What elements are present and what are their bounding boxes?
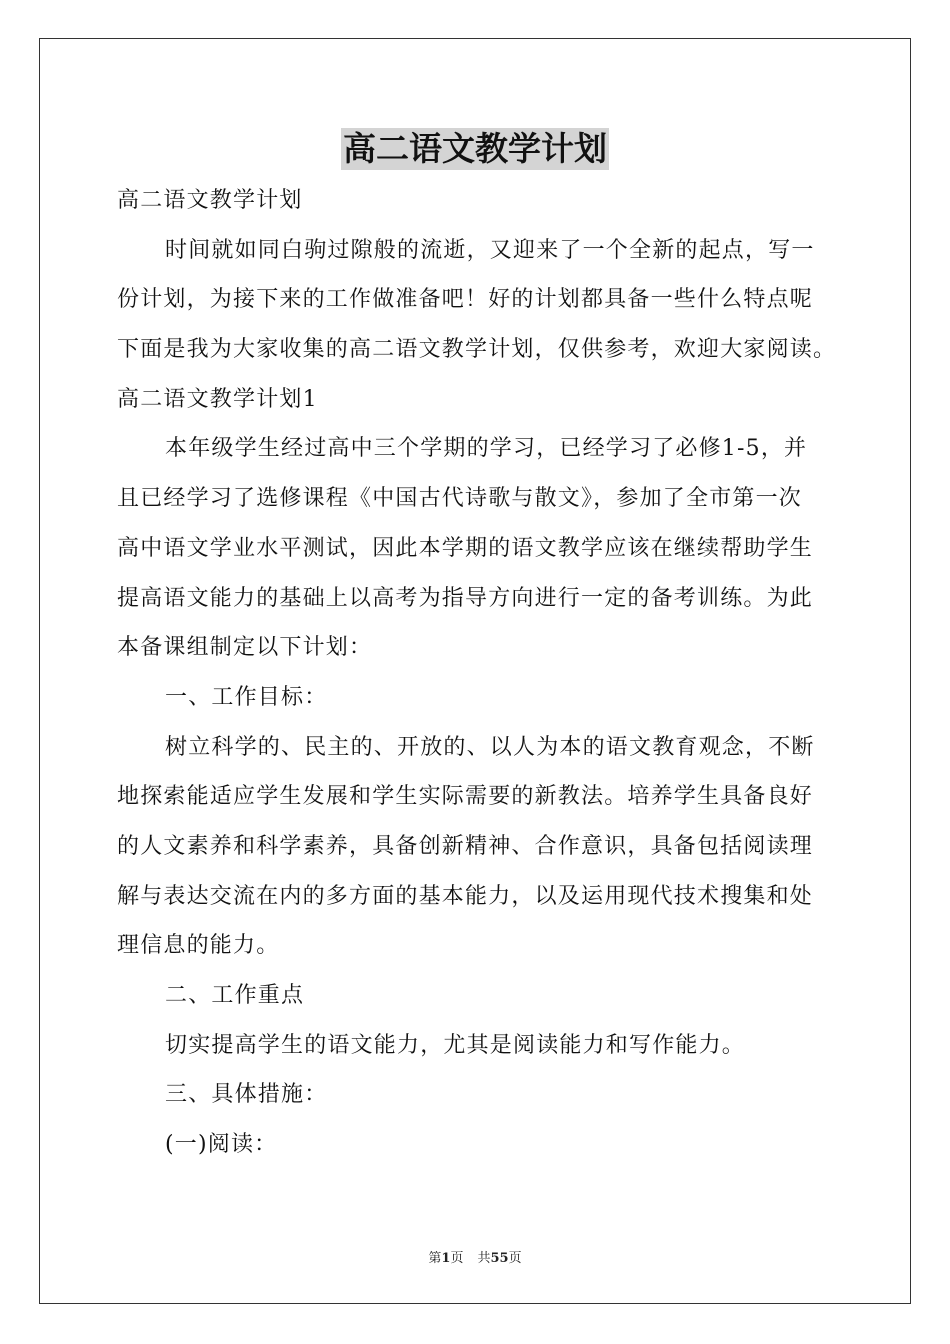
page-suffix: 页 xyxy=(450,1251,464,1266)
page-prefix: 第 xyxy=(428,1251,442,1266)
text-line: 高二语文教学计划1 xyxy=(117,386,318,412)
page-footer xyxy=(0,1247,950,1266)
page-number: 1 xyxy=(441,1251,451,1266)
text-line: 三、具体措施： xyxy=(165,1082,328,1108)
text-line: 本备课组制定以下计划： xyxy=(117,635,373,661)
text-line: 二、工作重点 xyxy=(165,983,305,1008)
document-body xyxy=(117,176,843,1170)
text-line: 切实提高学生的语文能力，尤其是阅读能力和写作能力。 xyxy=(165,1032,746,1058)
text-line: 解与表达交流在内的多方面的基本能力，以及运用现代技术搜集和处 xyxy=(117,883,814,909)
total-prefix: 共 xyxy=(477,1251,491,1266)
text-line: 份计划，为接下来的工作做准备吧！好的计划都具备一些什么特点呢 xyxy=(117,287,814,313)
text-line: 本年级学生经过高中三个学期的学习，已经学习了必修1-5，并 xyxy=(165,436,808,462)
text-line: 树立科学的、民主的、开放的、以人为本的语文教育观念，不断 xyxy=(165,734,815,760)
total-pages: 55 xyxy=(490,1251,509,1266)
text-line: 一、工作目标： xyxy=(165,684,328,710)
text-line: 高二语文教学计划 xyxy=(117,188,303,213)
text-line: (一)阅读： xyxy=(165,1132,278,1158)
text-line: 时间就如同白驹过隙般的流逝，又迎来了一个全新的起点，写一 xyxy=(165,237,815,263)
text-line: 下面是我为大家收集的高二语文教学计划，仅供参考，欢迎大家阅读。 xyxy=(117,337,837,363)
text-line: 理信息的能力。 xyxy=(117,933,280,959)
text-line: 地探索能适应学生发展和学生实际需要的新教法。培养学生具备良好 xyxy=(117,784,814,810)
text-line: 且已经学习了选修课程《中国古代诗歌与散文》，参加了全市第一次 xyxy=(117,486,803,512)
total-suffix: 页 xyxy=(508,1251,522,1266)
document-title: 高二语文教学计划 xyxy=(343,129,607,168)
text-line: 高中语文学业水平测试，因此本学期的语文教学应该在继续帮助学生 xyxy=(117,535,814,561)
text-line: 提高语文能力的基础上以高考为指导方向进行一定的备考训练。为此 xyxy=(117,585,814,611)
title-container xyxy=(0,128,950,170)
text-line: 的人文素养和科学素养，具备创新精神、合作意识，具备包括阅读理 xyxy=(117,833,814,859)
